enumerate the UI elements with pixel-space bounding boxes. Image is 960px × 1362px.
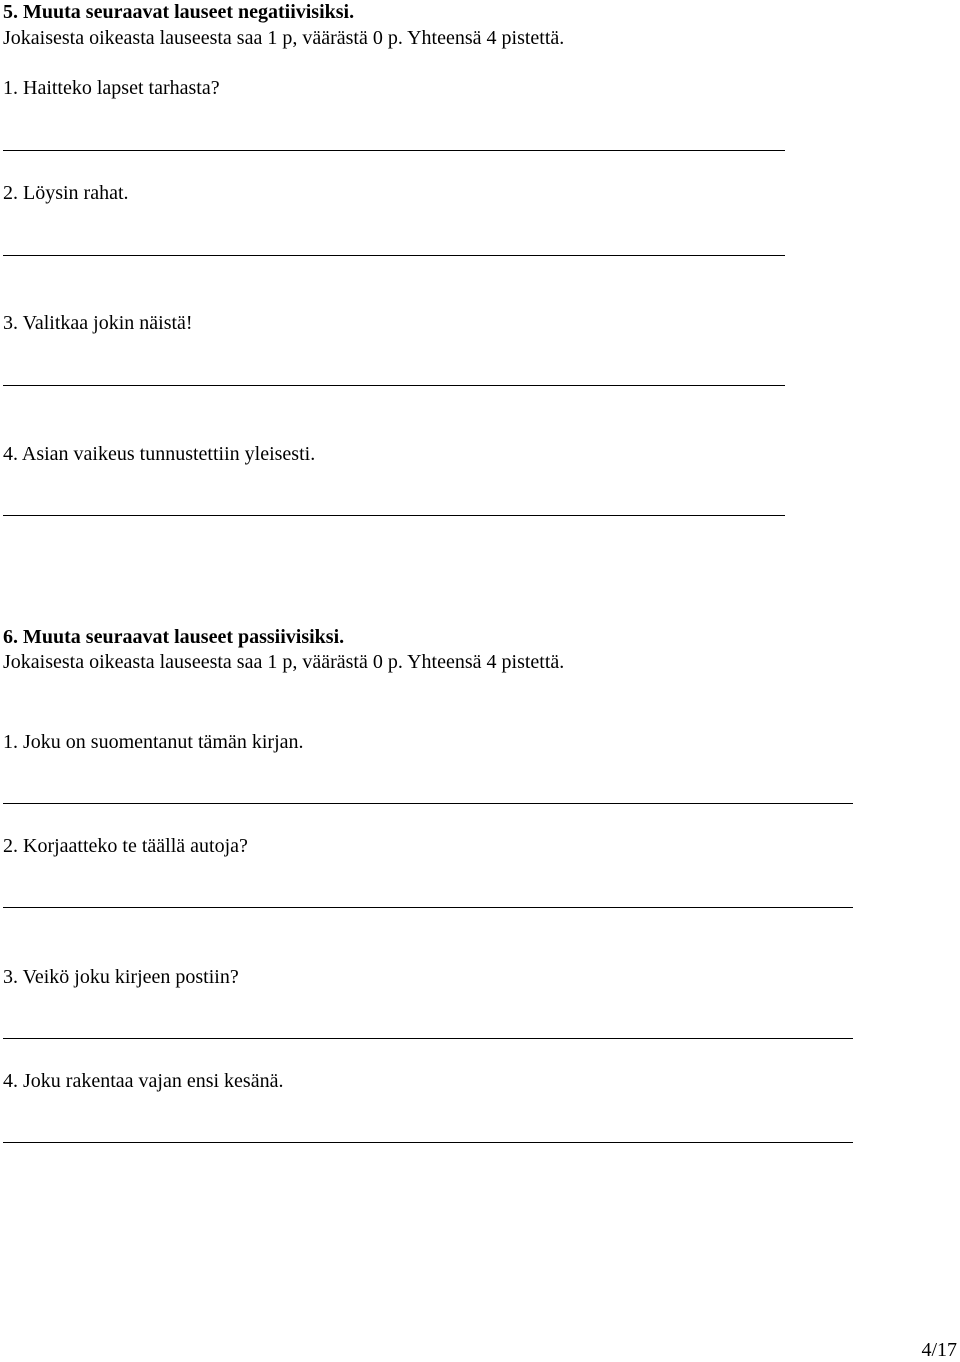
answer-line-6-4[interactable] — [3, 1142, 853, 1143]
page-number: 4/17 — [921, 1339, 957, 1361]
question-6-4: 4. Joku rakentaa vajan ensi kesänä. — [3, 1070, 284, 1092]
answer-line-6-2[interactable] — [3, 907, 853, 908]
section-5-instructions: Jokaisesta oikeasta lauseesta saa 1 p, väärästä 0 p. Yhteensä 4 pistettä. — [3, 27, 565, 49]
question-6-1: 1. Joku on suomentanut tämän kirjan. — [3, 731, 304, 753]
answer-line-5-4[interactable] — [3, 515, 785, 516]
question-5-3: 3. Valitkaa jokin näistä! — [3, 312, 193, 334]
section-5-title: 5. Muuta seuraavat lauseet negatiivisiksi. — [3, 1, 355, 23]
answer-line-5-1[interactable] — [3, 150, 785, 151]
section-6-instructions: Jokaisesta oikeasta lauseesta saa 1 p, väärästä 0 p. Yhteensä 4 pistettä. — [3, 651, 565, 673]
answer-line-6-3[interactable] — [3, 1038, 853, 1039]
answer-line-5-3[interactable] — [3, 385, 785, 386]
question-5-1: 1. Haitteko lapset tarhasta? — [3, 77, 220, 99]
question-6-2: 2. Korjaatteko te täällä autoja? — [3, 835, 248, 857]
question-6-3: 3. Veikö joku kirjeen postiin? — [3, 966, 239, 988]
answer-line-5-2[interactable] — [3, 255, 785, 256]
question-5-2: 2. Löysin rahat. — [3, 182, 129, 204]
section-6-title: 6. Muuta seuraavat lauseet passiivisiksi. — [3, 626, 345, 648]
answer-line-6-1[interactable] — [3, 803, 853, 804]
question-5-4: 4. Asian vaikeus tunnustettiin yleisesti. — [3, 443, 316, 465]
